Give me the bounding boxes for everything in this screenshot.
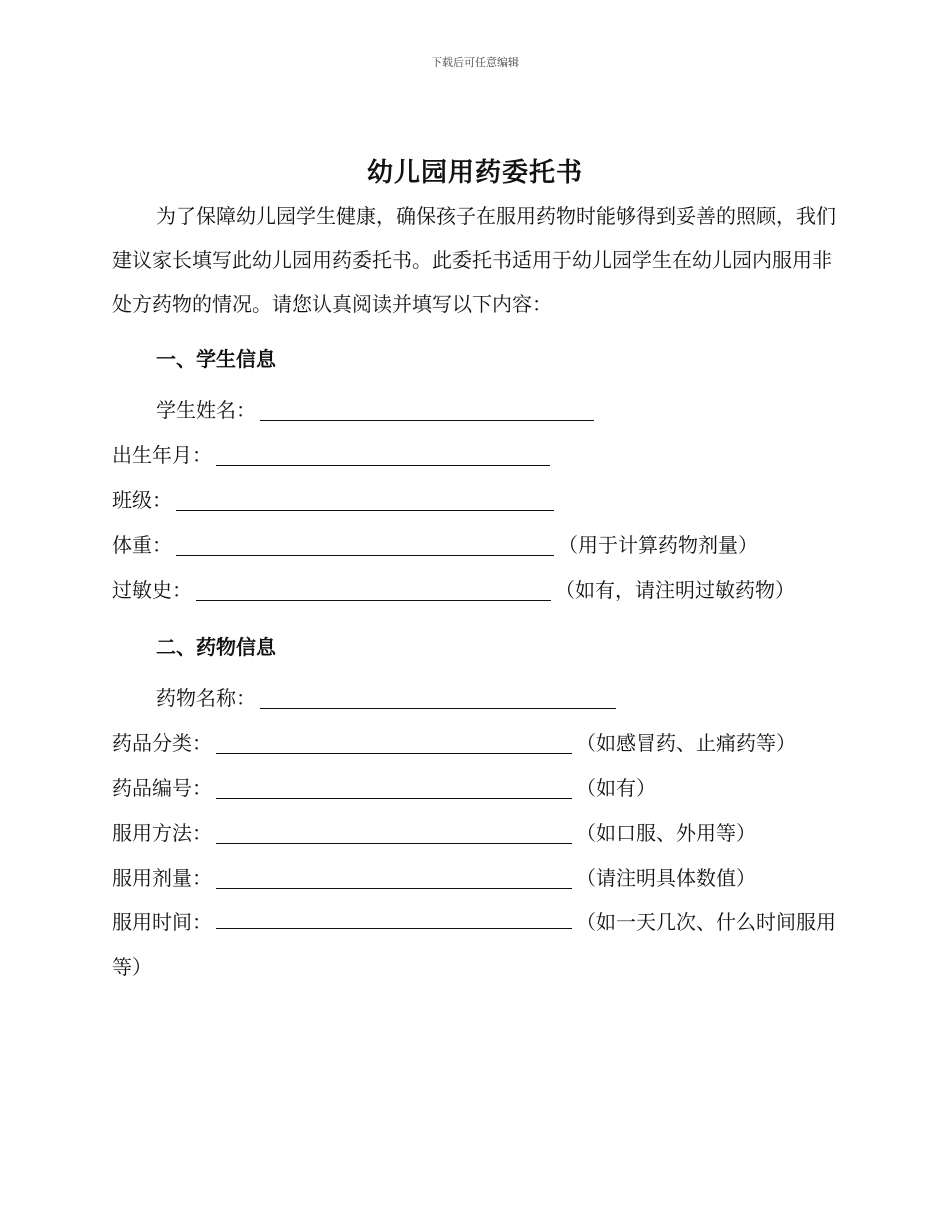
class-blank[interactable] [176, 488, 554, 511]
field-note: （如有） [576, 776, 656, 800]
field-label: 体重： [112, 533, 172, 557]
field-label: 服用时间： [112, 910, 212, 934]
section-medicine-info-title: 二、药物信息 [156, 635, 276, 659]
usage-method-blank[interactable] [216, 821, 572, 844]
field-usage-time [112, 900, 837, 990]
section-student-info-title: 一、学生信息 [156, 347, 276, 371]
field-label: 服用剂量： [112, 866, 212, 890]
field-label: 过敏史： [112, 578, 192, 602]
field-label: 药品编号： [112, 776, 212, 800]
medicine-name-blank[interactable] [260, 686, 616, 709]
field-label: 药品分类： [112, 731, 212, 755]
document-title: 幼儿园用药委托书 [366, 158, 583, 188]
field-weight [112, 530, 758, 560]
field-note: （如一天几次、什么时间服用等） [112, 910, 836, 979]
field-birth-date [112, 440, 554, 470]
page-header: 下载后可任意编辑 [431, 56, 519, 69]
usage-time-blank[interactable] [216, 908, 572, 929]
field-label: 服用方法： [112, 821, 212, 845]
field-note: （如感冒药、止痛药等） [576, 731, 796, 755]
field-usage-method [112, 818, 756, 848]
field-label: 学生姓名： [156, 398, 256, 422]
weight-blank[interactable] [176, 533, 554, 556]
field-dosage [112, 863, 756, 893]
field-medicine-number [112, 773, 656, 803]
field-note: （如口服、外用等） [576, 821, 756, 845]
field-label: 出生年月： [112, 443, 212, 467]
allergy-history-blank[interactable] [196, 578, 551, 601]
field-note: （如有，请注明过敏药物） [555, 578, 795, 602]
dosage-blank[interactable] [216, 866, 572, 889]
birth-date-blank[interactable] [216, 443, 550, 466]
field-medicine-category [112, 728, 796, 758]
field-allergy-history [112, 575, 795, 605]
medicine-category-blank[interactable] [216, 731, 572, 754]
field-label: 班级： [112, 488, 172, 512]
medicine-number-blank[interactable] [216, 776, 572, 799]
field-note: （用于计算药物剂量） [558, 533, 758, 557]
field-medicine-name [156, 683, 620, 713]
intro-paragraph: 为了保障幼儿园学生健康，确保孩子在服用药物时能够得到妥善的照顾，我们建议家长填写此幼儿园用药委托书。此委托书适用于幼儿园学生在幼儿园内服用非处方药物的情况。请您认真阅读并填写以下内容： [112, 204, 836, 316]
field-label: 药物名称： [156, 686, 256, 710]
field-note: （请注明具体数值） [576, 866, 756, 890]
field-class [112, 485, 558, 515]
field-student-name [156, 395, 598, 425]
student-name-blank[interactable] [260, 398, 594, 421]
